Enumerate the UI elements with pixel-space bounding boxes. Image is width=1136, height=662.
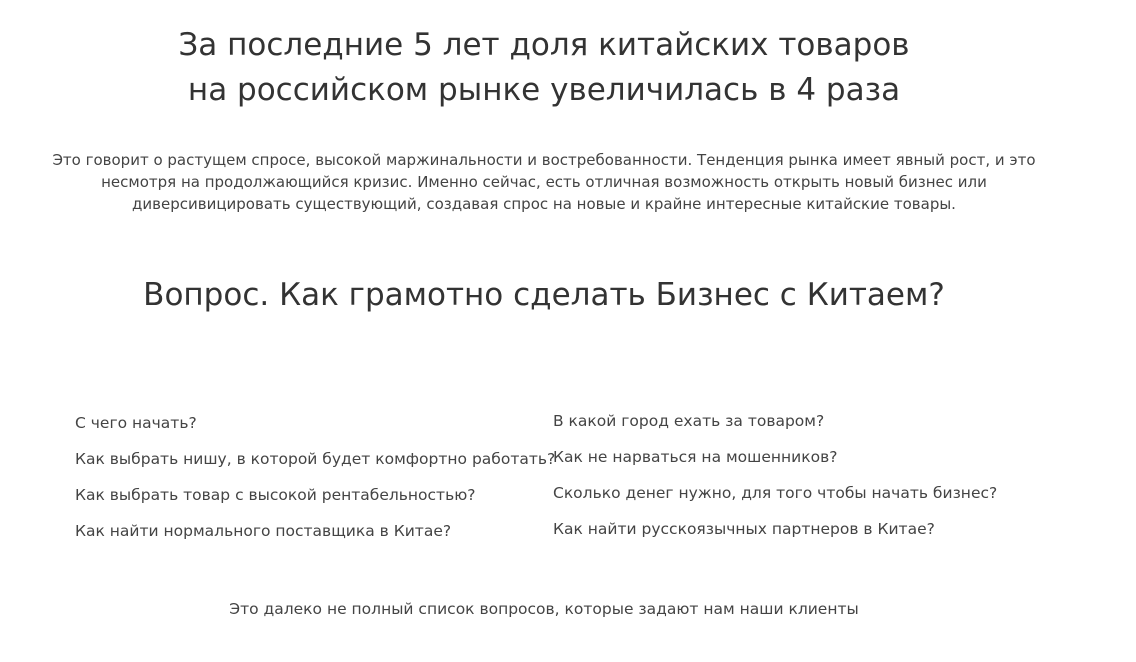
question-item: Как не нарваться на мошенников? xyxy=(553,448,838,466)
questions-list-left xyxy=(75,412,555,556)
hero-title-line-2: на российском рынке увеличилась в 4 раза xyxy=(187,72,901,108)
hero-lead-paragraph xyxy=(40,149,1048,215)
questions-footnote: Это далеко не полный список вопросов, которые задают нам наши клиенты xyxy=(229,600,859,618)
question-item: Как выбрать нишу, в которой будет комфортно работать? xyxy=(75,450,556,468)
question-item: Как выбрать товар с высокой рентабельностью? xyxy=(75,486,476,504)
question-item: С чего начать? xyxy=(75,414,197,432)
question-item: Как найти нормального поставщика в Китае? xyxy=(75,522,452,540)
hero-title xyxy=(0,23,1088,113)
question-item: В какой город ехать за товаром? xyxy=(553,412,825,430)
hero-lead-line-1: Это говорит о растущем спросе, высокой маржинальности и востребованности. Тенденция рынка имеет явный рост, и это xyxy=(52,151,1036,169)
hero-title-line-1: За последние 5 лет доля китайских товаров xyxy=(178,27,910,63)
question-item: Сколько денег нужно, для того чтобы начать бизнес? xyxy=(553,484,998,502)
questions-title: Вопрос. Как грамотно сделать Бизнес с Китаем? xyxy=(143,277,945,313)
hero-lead-line-2: несмотря на продолжающийся кризис. Именно сейчас, есть отличная возможность открыть новый бизнес или xyxy=(101,173,987,191)
questions-list-right xyxy=(553,410,997,554)
hero-lead-line-3: диверсивицировать существующий, создавая спрос на новые и крайне интересные китайские товары. xyxy=(132,195,956,213)
question-item: Как найти русскоязычных партнеров в Китае? xyxy=(553,520,935,538)
